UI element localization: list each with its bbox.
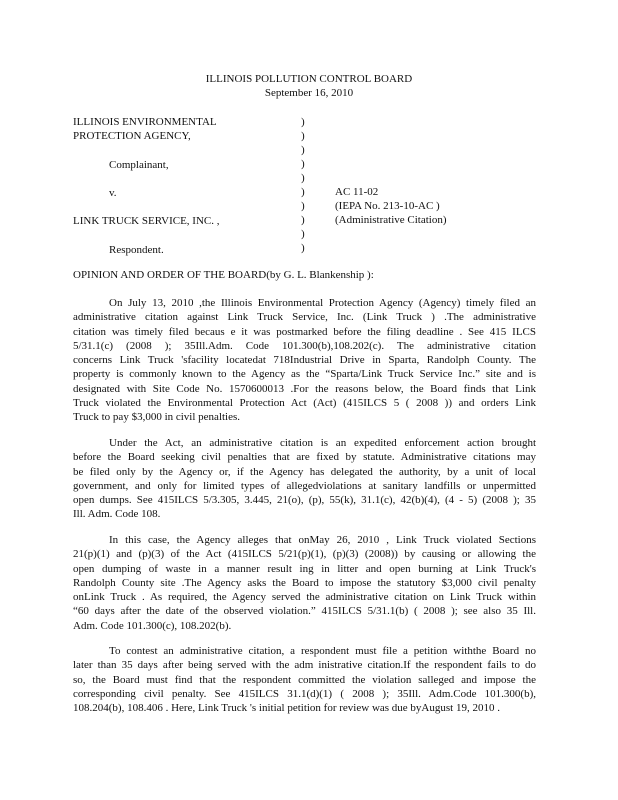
text-line: Truck to pay $3,000 in civil penalties.: [73, 411, 241, 424]
text-line: Adm. Code 101.300(c), 108.202(b).: [73, 619, 232, 632]
text-line: citation was timely filed becaus e it was postmarked before the filing deadline . See 415 ILCS: [73, 325, 536, 338]
paragraph: [73, 296, 536, 425]
caption-paren: ): [301, 228, 305, 240]
text-line: Randolph County site .The Agency asks the Board to impose the statutory $3,000 civil penalty: [73, 576, 536, 589]
paragraph: [73, 533, 536, 633]
caption-paren: ): [301, 214, 305, 226]
text-line: so, the Board must find that the respondent committed the violation salleged and impose the: [73, 673, 536, 686]
caption-paren: ): [301, 144, 305, 156]
caption-paren: ): [301, 200, 305, 212]
text-line: government, and only for limited types of allegedviolations at sanitary landfills or unpermitted: [73, 479, 536, 492]
text-line: administrative citation against Link Truck Service, Inc. (Link Truck ) .The administrative: [73, 311, 536, 324]
caption-paren: ): [301, 116, 305, 128]
text-line: On July 13, 2010 ,the Illinois Environmental Protection Agency (Agency) timely filed an: [109, 297, 536, 309]
opinion-date: September 16, 2010: [264, 87, 354, 99]
text-line: be filed only by the Agency or, if the Agency has delegated the authority, by a unit of local: [73, 465, 536, 478]
case-type: (Administrative Citation): [335, 214, 447, 226]
text-line: Under the Act, an administrative citation is an expedited enforcement action brought: [109, 437, 536, 449]
text-line: Truck violated the Environmental Protection Act (Act) (415ILCS 5 ( 2008 )) and orders Link: [73, 397, 536, 410]
text-line: “60 days after the date of the observed violation.” 415ILCS 5/31.1(b) ( 2008 ); see also 35 Ill.: [73, 605, 536, 618]
text-line: 21(p)(1) and (p)(3) of the Act (415ILCS 5/21(p)(1), (p)(3) (2008)) by causing or allowing the: [73, 548, 536, 561]
text-line: open dumping of waste in a manner result ing in litter and open burning at Link Truck's: [73, 562, 536, 575]
complainant-label: Complainant,: [109, 159, 169, 171]
case-number: AC 11-02: [335, 186, 379, 198]
caption-paren: ): [301, 242, 305, 254]
text-line: Ill. Adm. Code 108.: [73, 508, 161, 521]
plaintiff-name-line1: ILLINOIS ENVIRONMENTAL: [73, 116, 217, 128]
board-title: ILLINOIS POLLUTION CONTROL BOARD: [205, 73, 413, 85]
text-line: In this case, the Agency alleges that onMay 26, 2010 , Link Truck violated Sections: [109, 534, 536, 546]
text-line: later than 35 days after being served with the adm inistrative citation.If the respondent fails to do: [73, 659, 536, 672]
caption-paren: ): [301, 130, 305, 142]
text-line: 5/31.1(c) (2008 ); 35Ill.Adm. Code 101.300(b),108.202(c). The administrative citation: [73, 339, 536, 352]
text-line: concerns Link Truck 'sfacility locatedat 718Industrial Drive in Sparta, Randolph County. The: [73, 354, 536, 367]
text-line: before the Board seeking civil penalties that are fixed by statute. Administrative citations may: [73, 451, 536, 464]
paragraph: [73, 436, 536, 522]
defendant-name: LINK TRUCK SERVICE, INC. ,: [73, 215, 220, 227]
paragraph: [73, 644, 536, 715]
caption-paren: ): [301, 186, 305, 198]
respondent-label: Respondent.: [109, 244, 164, 256]
text-line: 108.204(b), 108.406 . Here, Link Truck 's initial petition for review was due byAugust 19, 2010 .: [73, 702, 500, 715]
opinion-heading: OPINION AND ORDER OF THE BOARD(by G. L. Blankenship ):: [73, 269, 374, 281]
text-line: property is commonly known to the Agency as the “Sparta/Link Truck Service Inc.” site and is: [73, 368, 536, 381]
caption-paren: ): [301, 158, 305, 170]
text-line: onLink Truck . As required, the Agency served the administrative citation on Link Truck within: [73, 591, 536, 604]
iepa-number: (IEPA No. 213-10-AC ): [335, 200, 440, 212]
text-line: To contest an administrative citation, a respondent must file a petition withthe Board no: [109, 645, 536, 657]
versus-label: v.: [109, 187, 117, 199]
caption-paren: ): [301, 172, 305, 184]
text-line: open dumps. See 415ILCS 5/3.305, 3.445, 21(o), (p), 55(k), 31.1(c), 42(b)(4), (4 - 5) (2008 ); 35: [73, 494, 536, 507]
text-line: designated with Site Code No. 1570600013 .For the reasons below, the Board finds that Link: [73, 382, 536, 395]
text-line: corresponding civil penalty. See 415ILCS 31.1(d)(1) ( 2008 ); 35Ill. Adm.Code 101.300(b),: [73, 687, 536, 700]
plaintiff-name-line2: PROTECTION AGENCY,: [73, 130, 191, 142]
